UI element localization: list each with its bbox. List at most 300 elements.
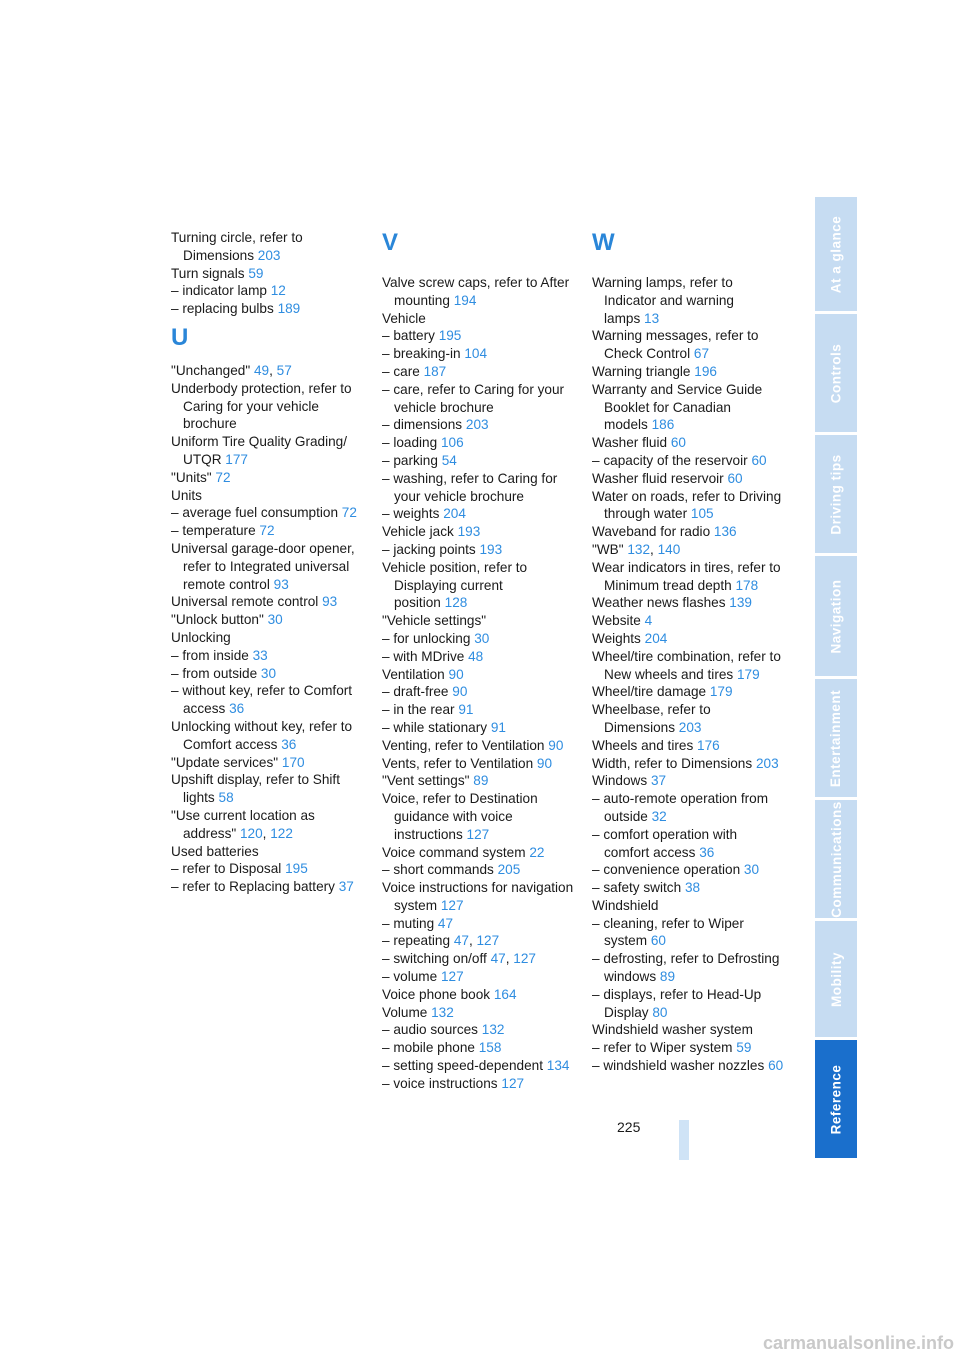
index-entry-text: Vents, refer to Ventilation [382, 755, 534, 771]
index-entry-text: – comfort operation with comfort access [592, 826, 738, 860]
index-entry-text: Voice instructions for navigation system [382, 880, 574, 913]
section-tab-driving-tips[interactable] [815, 435, 857, 553]
section-tabs [815, 197, 857, 1161]
index-entry-text: – convenience operation [592, 862, 741, 878]
section-tab-entertainment[interactable] [815, 679, 857, 797]
index-entry-text: – for unlocking [382, 630, 471, 646]
section-tab-label: Driving tips [828, 453, 844, 535]
index-entry [592, 594, 784, 612]
page-ref-separator: , [505, 951, 514, 967]
page-reference-link[interactable]: 30 [474, 630, 490, 646]
section-tab-label: Controls [828, 343, 844, 403]
page-reference-link[interactable]: 91 [490, 719, 506, 735]
page-reference-link[interactable]: 122 [270, 825, 293, 841]
page-reference-link[interactable]: 90 [452, 684, 468, 700]
index-entry-text: Warning triangle [592, 363, 691, 379]
page-reference-link[interactable]: 127 [476, 933, 500, 949]
page-reference-link[interactable]: 36 [281, 736, 297, 752]
page-ref-separator: , [468, 933, 477, 949]
index-entry-text: Uniform Tire Quality Grading/ UTQR [171, 434, 348, 467]
index-entry-text: Vehicle jack [382, 524, 454, 540]
page-reference-link[interactable]: 187 [423, 363, 447, 379]
page-reference-link[interactable]: 127 [440, 897, 464, 913]
page-reference-link[interactable]: 90 [536, 755, 553, 771]
index-entry-text: – replacing bulbs [171, 301, 274, 317]
index-entry [592, 683, 784, 701]
index-entry-text: "Update services" [171, 754, 279, 770]
page-reference-link[interactable]: 60 [670, 435, 686, 451]
page-reference-link[interactable]: 58 [218, 790, 234, 806]
page-reference-link[interactable]: 72 [259, 523, 275, 539]
index-entry-text: "WB" [592, 541, 624, 557]
page-reference-link[interactable]: 90 [448, 666, 464, 682]
index-entry [592, 541, 784, 559]
index-entry-text: Voice phone book [382, 986, 491, 1002]
index-entry-text: Washer fluid reservoir [592, 470, 724, 486]
index-entry [592, 327, 784, 363]
index-entry-text: – safety switch [592, 880, 682, 896]
index-entry-text: – refer to Replacing battery [171, 879, 335, 895]
page-ref-separator: , [262, 825, 271, 841]
index-entry-text: "Units" [171, 469, 212, 485]
index-entry [171, 807, 363, 843]
index-entry [382, 950, 574, 968]
section-tab-label: Navigation [828, 578, 844, 654]
page-reference-link[interactable]: 158 [478, 1040, 502, 1056]
index-entry [382, 559, 574, 612]
index-entry-text: – parking [382, 452, 438, 468]
section-tab-controls[interactable] [815, 314, 857, 432]
page-reference-link[interactable]: 60 [727, 470, 743, 486]
page-reference-link[interactable]: 4 [644, 613, 653, 629]
index-entry [382, 470, 574, 506]
page-reference-link[interactable]: 89 [473, 773, 489, 789]
index-entry-text: – battery [382, 328, 435, 344]
index-entry-text: – setting speed-dependent [382, 1058, 543, 1074]
page-reference-link[interactable]: 47 [490, 951, 506, 967]
index-entry [382, 1039, 574, 1057]
index-entry-text: Underbody protection, refer to Caring for your vehicle brochure [171, 380, 352, 432]
page-reference-link[interactable]: 30 [267, 612, 283, 628]
index-entry-text: – draft-free [382, 684, 449, 700]
index-entry-text: Waveband for radio [592, 524, 711, 540]
page-ref-separator: , [269, 362, 277, 378]
index-entry [171, 629, 363, 647]
index-letter-heading: V [382, 229, 399, 256]
section-tab-label: Mobility [828, 951, 844, 1007]
page-reference-link[interactable]: 90 [548, 737, 564, 753]
index-entry-text: Universal remote control [171, 594, 319, 610]
index-entry [171, 718, 363, 754]
index-entry [592, 826, 784, 862]
index-entry [382, 968, 574, 986]
page-reference-link[interactable]: 132 [481, 1022, 505, 1038]
page-reference-link[interactable]: 203 [678, 719, 702, 735]
page-reference-link[interactable]: 196 [694, 363, 717, 379]
page-reference-link[interactable]: 140 [657, 541, 681, 557]
index-entry-text: – with MDrive [382, 648, 465, 664]
index-entry-text: Windshield washer system [592, 1022, 753, 1038]
index-entry-text: Vehicle [382, 310, 426, 326]
index-entry-text: – without key, refer to Comfort access [171, 683, 353, 717]
page-reference-link[interactable]: 54 [441, 452, 457, 468]
index-entry-text: Wheel/tire damage [592, 684, 707, 700]
index-entry-text: – cleaning, refer to Wiper system [592, 915, 744, 949]
index-letter-heading: U [171, 323, 189, 351]
index-entry-text: – mobile phone [382, 1040, 475, 1056]
index-entry [592, 612, 784, 630]
page-reference-link[interactable]: 93 [273, 576, 289, 592]
index-entry-text: Upshift display, refer to Shift lights [171, 772, 340, 806]
page-reference-link[interactable]: 195 [285, 861, 308, 877]
page-reference-link[interactable]: 13 [644, 310, 660, 326]
page-reference-link[interactable]: 104 [464, 346, 488, 362]
index-entry [171, 282, 363, 300]
index-entry-text: Windshield [592, 897, 659, 913]
page-reference-link[interactable]: 176 [697, 737, 720, 753]
index-entry-text: – dimensions [382, 417, 463, 433]
page-reference-link[interactable]: 134 [546, 1058, 570, 1074]
index-entry-text: – loading [382, 435, 438, 451]
index-entry-text: – repeating [382, 933, 451, 949]
index-entry [382, 1021, 574, 1039]
index-entry-text: Valve screw caps, refer to After mounting [382, 275, 570, 308]
index-entry [592, 434, 784, 452]
index-entry [592, 1057, 784, 1075]
index-entry [171, 647, 363, 665]
page-reference-link[interactable]: 91 [458, 702, 474, 718]
section-tab-label: At a glance [828, 215, 844, 293]
page-reference-link[interactable]: 59 [736, 1040, 752, 1056]
page-reference-link[interactable]: 139 [729, 595, 752, 611]
index-entry-text: "Vehicle settings" [382, 613, 487, 629]
index-entry-text: "Unlock button" [171, 612, 264, 628]
index-entry-text: Washer fluid [592, 435, 668, 451]
index-column-2 [382, 229, 574, 1093]
page-reference-link[interactable]: 195 [438, 328, 462, 344]
index-entry-text: Wheel/tire combination, refer to New wheels and tires [592, 648, 781, 682]
index-entry-text: – defrosting, refer to Defrosting windows [592, 951, 780, 985]
page-reference-link[interactable]: 204 [644, 630, 668, 646]
index-entry-text: – in the rear [382, 702, 455, 718]
index-entry-text: – jacking points [382, 541, 476, 557]
page-reference-link[interactable]: 127 [466, 826, 490, 842]
index-entry [382, 666, 574, 684]
index-entry-text: Turning circle, refer to Dimensions [171, 230, 303, 263]
index-entry-text: – short commands [382, 862, 494, 878]
index-entry [592, 363, 784, 381]
page-reference-link[interactable]: 136 [713, 524, 737, 540]
index-entry-text: – displays, refer to Head-Up Display [592, 986, 762, 1020]
index-entry [382, 416, 574, 434]
index-entry [382, 683, 574, 701]
page-reference-link[interactable]: 47 [453, 933, 469, 949]
page-reference-link[interactable]: 178 [735, 577, 759, 593]
index-entry [382, 719, 574, 737]
index-entry [171, 540, 363, 593]
index-entry-text: Windows [592, 773, 648, 789]
index-entry-text: Ventilation [382, 666, 445, 682]
index-entry [382, 932, 574, 950]
index-entry [382, 310, 574, 328]
page-reference-link[interactable]: 22 [529, 844, 545, 860]
index-entry-text: Website [592, 613, 641, 629]
index-entry-text: "Use current location as address" [171, 807, 315, 841]
index-entry [171, 229, 363, 265]
index-entry [592, 790, 784, 826]
index-entry [382, 790, 574, 843]
index-entry-text: Weather news flashes [592, 595, 726, 611]
page-reference-link[interactable]: 132 [627, 541, 651, 557]
index-entry [592, 523, 784, 541]
page-reference-link[interactable]: 179 [736, 666, 760, 682]
index-entry [592, 879, 784, 897]
index-entry-text: – while stationary [382, 719, 488, 735]
index-entry [171, 682, 363, 718]
index-entry-text: – temperature [171, 523, 256, 539]
page-reference-link[interactable]: 106 [440, 435, 464, 451]
index-entry-text: Warning lamps, refer to Indicator and warning lamps [592, 275, 734, 326]
index-entry [382, 1057, 574, 1075]
page-reference-link[interactable]: 36 [229, 701, 245, 717]
index-entry [171, 593, 363, 611]
index-entry [592, 737, 784, 755]
index-entry-text: "Unchanged" [171, 362, 251, 378]
index-entry [171, 754, 363, 772]
page-reference-link[interactable]: 179 [709, 684, 733, 700]
page-reference-link[interactable]: 48 [468, 648, 484, 664]
index-entry [171, 843, 363, 861]
index-entry [382, 755, 574, 773]
index-entry-text: Wheelbase, refer to Dimensions [592, 702, 711, 735]
page-reference-link[interactable]: 72 [215, 469, 231, 485]
index-entry-text: – refer to Disposal [171, 861, 282, 877]
page-reference-link[interactable]: 72 [341, 505, 357, 521]
index-entry [592, 755, 784, 773]
index-entry-text: – windshield washer nozzles [592, 1058, 765, 1074]
index-entry-text: – volume [382, 969, 438, 985]
index-entry [382, 381, 574, 417]
index-entry-text: Vehicle position, refer to Displaying current position [382, 559, 528, 611]
index-entry-text: Wear indicators in tires, refer to Minimum tread depth [592, 559, 781, 593]
page-reference-link[interactable]: 127 [513, 951, 536, 967]
index-entry-text: – refer to Wiper system [592, 1040, 733, 1056]
page-reference-link[interactable]: 189 [277, 301, 301, 317]
page-reference-link[interactable]: 194 [453, 292, 477, 308]
index-entry [382, 879, 574, 915]
page-reference-link[interactable]: 49 [253, 362, 270, 378]
page-reference-link[interactable]: 12 [270, 283, 286, 299]
page-reference-link[interactable]: 203 [465, 417, 489, 433]
index-entry [592, 1039, 784, 1057]
index-entry [592, 897, 784, 915]
page-reference-link[interactable]: 203 [755, 755, 779, 771]
index-entry-text: Voice command system [382, 844, 526, 860]
index-entry [382, 701, 574, 719]
index-entry-text: Units [171, 487, 202, 503]
index-entry-text: – muting [382, 915, 435, 931]
section-tab-label: Communications [828, 800, 844, 918]
index-entry [592, 915, 784, 951]
section-tab-label: Reference [828, 1064, 844, 1134]
index-entry [592, 772, 784, 790]
index-entry [592, 470, 784, 488]
page-ref-separator: , [650, 541, 658, 557]
index-entry [382, 345, 574, 363]
index-entry [592, 1021, 784, 1039]
index-entry [171, 362, 363, 380]
index-entry-text: Unlocking [171, 629, 231, 645]
index-entry [592, 559, 784, 595]
page-reference-link[interactable]: 127 [501, 1075, 525, 1091]
index-entry [592, 986, 784, 1022]
index-entry [171, 487, 363, 505]
page-reference-link[interactable]: 60 [768, 1058, 784, 1074]
index-entry-text: Unlocking without key, refer to Comfort access [171, 718, 353, 752]
page-reference-link[interactable]: 170 [281, 754, 305, 770]
index-entry-text: Voice, refer to Destination guidance with voice instructions [382, 791, 538, 842]
index-entry [592, 274, 784, 327]
index-entry [171, 665, 363, 683]
index-entry [382, 452, 574, 470]
index-entry [382, 861, 574, 879]
index-entry [382, 1075, 574, 1093]
page-reference-link[interactable]: 193 [479, 541, 503, 557]
index-entry-text: – capacity of the reservoir [592, 452, 748, 468]
index-entry-text: Weights [592, 630, 641, 646]
page-reference-link[interactable]: 105 [690, 506, 714, 522]
page-reference-link[interactable]: 164 [493, 986, 517, 1002]
section-tab-reference[interactable] [815, 1040, 857, 1158]
page-reference-link[interactable]: 36 [699, 844, 715, 860]
page-reference-link[interactable]: 80 [652, 1004, 668, 1020]
section-tab-communications[interactable] [815, 800, 857, 918]
watermark: carmanualsonline.info [762, 1333, 954, 1353]
index-column-3 [592, 229, 784, 1075]
index-entry-text: – care [382, 363, 420, 379]
index-entry-text: – average fuel consumption [171, 505, 339, 521]
index-entry [171, 469, 363, 487]
index-entry [382, 541, 574, 559]
index-entry [171, 433, 363, 469]
index-entry [382, 986, 574, 1004]
page-number-bar [679, 1120, 689, 1160]
index-entry-text: "Vent settings" [382, 773, 470, 789]
index-entry [171, 771, 363, 807]
index-entry [382, 630, 574, 648]
page-reference-link[interactable]: 47 [437, 915, 454, 931]
index-entry-text: – switching on/off [382, 951, 487, 967]
index-entry-text: Warning messages, refer to Check Control [592, 328, 759, 362]
index-entry-text: – indicator lamp [171, 283, 267, 299]
page-reference-link[interactable]: 93 [322, 594, 338, 610]
index-column-1 [171, 229, 363, 896]
page-reference-link[interactable]: 37 [650, 773, 667, 789]
page-reference-link[interactable]: 30 [743, 862, 760, 878]
index-entry [171, 265, 363, 283]
index-entry [171, 522, 363, 540]
index-entry [382, 737, 574, 755]
index-entry [592, 630, 784, 648]
index-entry [171, 878, 363, 896]
index-entry-text: – auto-remote operation from outside [592, 791, 769, 824]
section-tab-mobility[interactable] [815, 921, 857, 1037]
index-entry-text: Venting, refer to Ventilation [382, 737, 545, 753]
page-reference-link[interactable]: 60 [650, 933, 666, 949]
section-tab-navigation[interactable] [815, 556, 857, 676]
index-entry [382, 844, 574, 862]
page-reference-link[interactable]: 193 [457, 524, 481, 540]
index-entry [382, 915, 574, 933]
index-entry-text: – breaking-in [382, 346, 461, 362]
page-reference-link[interactable]: 32 [651, 808, 667, 824]
index-entry [382, 772, 574, 790]
page-reference-link[interactable]: 120 [239, 825, 263, 841]
page-reference-link[interactable]: 57 [276, 362, 292, 378]
index-entry [171, 300, 363, 318]
index-entry [592, 648, 784, 684]
index-entry [382, 612, 574, 630]
index-entry-text: Universal garage-door opener, refer to Integrated universal remote control [171, 540, 355, 592]
page-reference-link[interactable]: 30 [260, 665, 277, 681]
index-entry-text: – voice instructions [382, 1075, 498, 1091]
page-reference-link[interactable]: 132 [431, 1004, 454, 1020]
index-entry [382, 274, 574, 310]
page-reference-link[interactable]: 128 [444, 595, 468, 611]
index-entry [592, 452, 784, 470]
index-entry [171, 504, 363, 522]
page-reference-link[interactable]: 33 [252, 647, 268, 663]
index-entry-text: Volume [382, 1004, 428, 1020]
page-reference-link[interactable]: 60 [751, 452, 767, 468]
index-letter-heading: W [592, 229, 615, 256]
page-reference-link[interactable]: 177 [225, 451, 248, 467]
index-entry [171, 380, 363, 433]
page-reference-link[interactable]: 59 [248, 265, 264, 281]
section-tab-label: Entertainment [828, 689, 844, 787]
index-entry-text: Turn signals [171, 265, 245, 281]
index-entry [382, 523, 574, 541]
index-entry-text: – care, refer to Caring for your vehicle brochure [382, 381, 565, 415]
index-entry [171, 611, 363, 629]
page-reference-link[interactable]: 37 [338, 879, 354, 895]
index-entry [592, 861, 784, 879]
page-reference-link[interactable]: 204 [443, 506, 466, 522]
index-entry-text: – audio sources [382, 1022, 478, 1038]
index-entry-text: – weights [382, 506, 440, 522]
index-entry-text: – washing, refer to Caring for your vehicle brochure [382, 470, 558, 504]
page-reference-link[interactable]: 89 [659, 969, 676, 985]
page-reference-link[interactable]: 203 [257, 247, 281, 263]
index-entry [171, 860, 363, 878]
page-reference-link[interactable]: 127 [440, 969, 464, 985]
section-tab-at-a-glance[interactable] [815, 197, 857, 311]
page-reference-link[interactable]: 67 [693, 346, 710, 362]
index-entry-text: Wheels and tires [592, 737, 694, 753]
page-reference-link[interactable]: 38 [684, 880, 701, 896]
page-number: 225 [617, 1119, 641, 1135]
index-entry-text: Warranty and Service Guide Booklet for Canadian models [592, 381, 763, 433]
index-entry [382, 434, 574, 452]
index-entry [382, 327, 574, 345]
index-entry [592, 950, 784, 986]
index-entry-text: – from inside [171, 647, 249, 663]
index-entry [382, 1004, 574, 1022]
page-reference-link[interactable]: 205 [497, 862, 521, 878]
index-entry [382, 505, 574, 523]
index-entry [382, 648, 574, 666]
page-reference-link[interactable]: 186 [651, 417, 675, 433]
